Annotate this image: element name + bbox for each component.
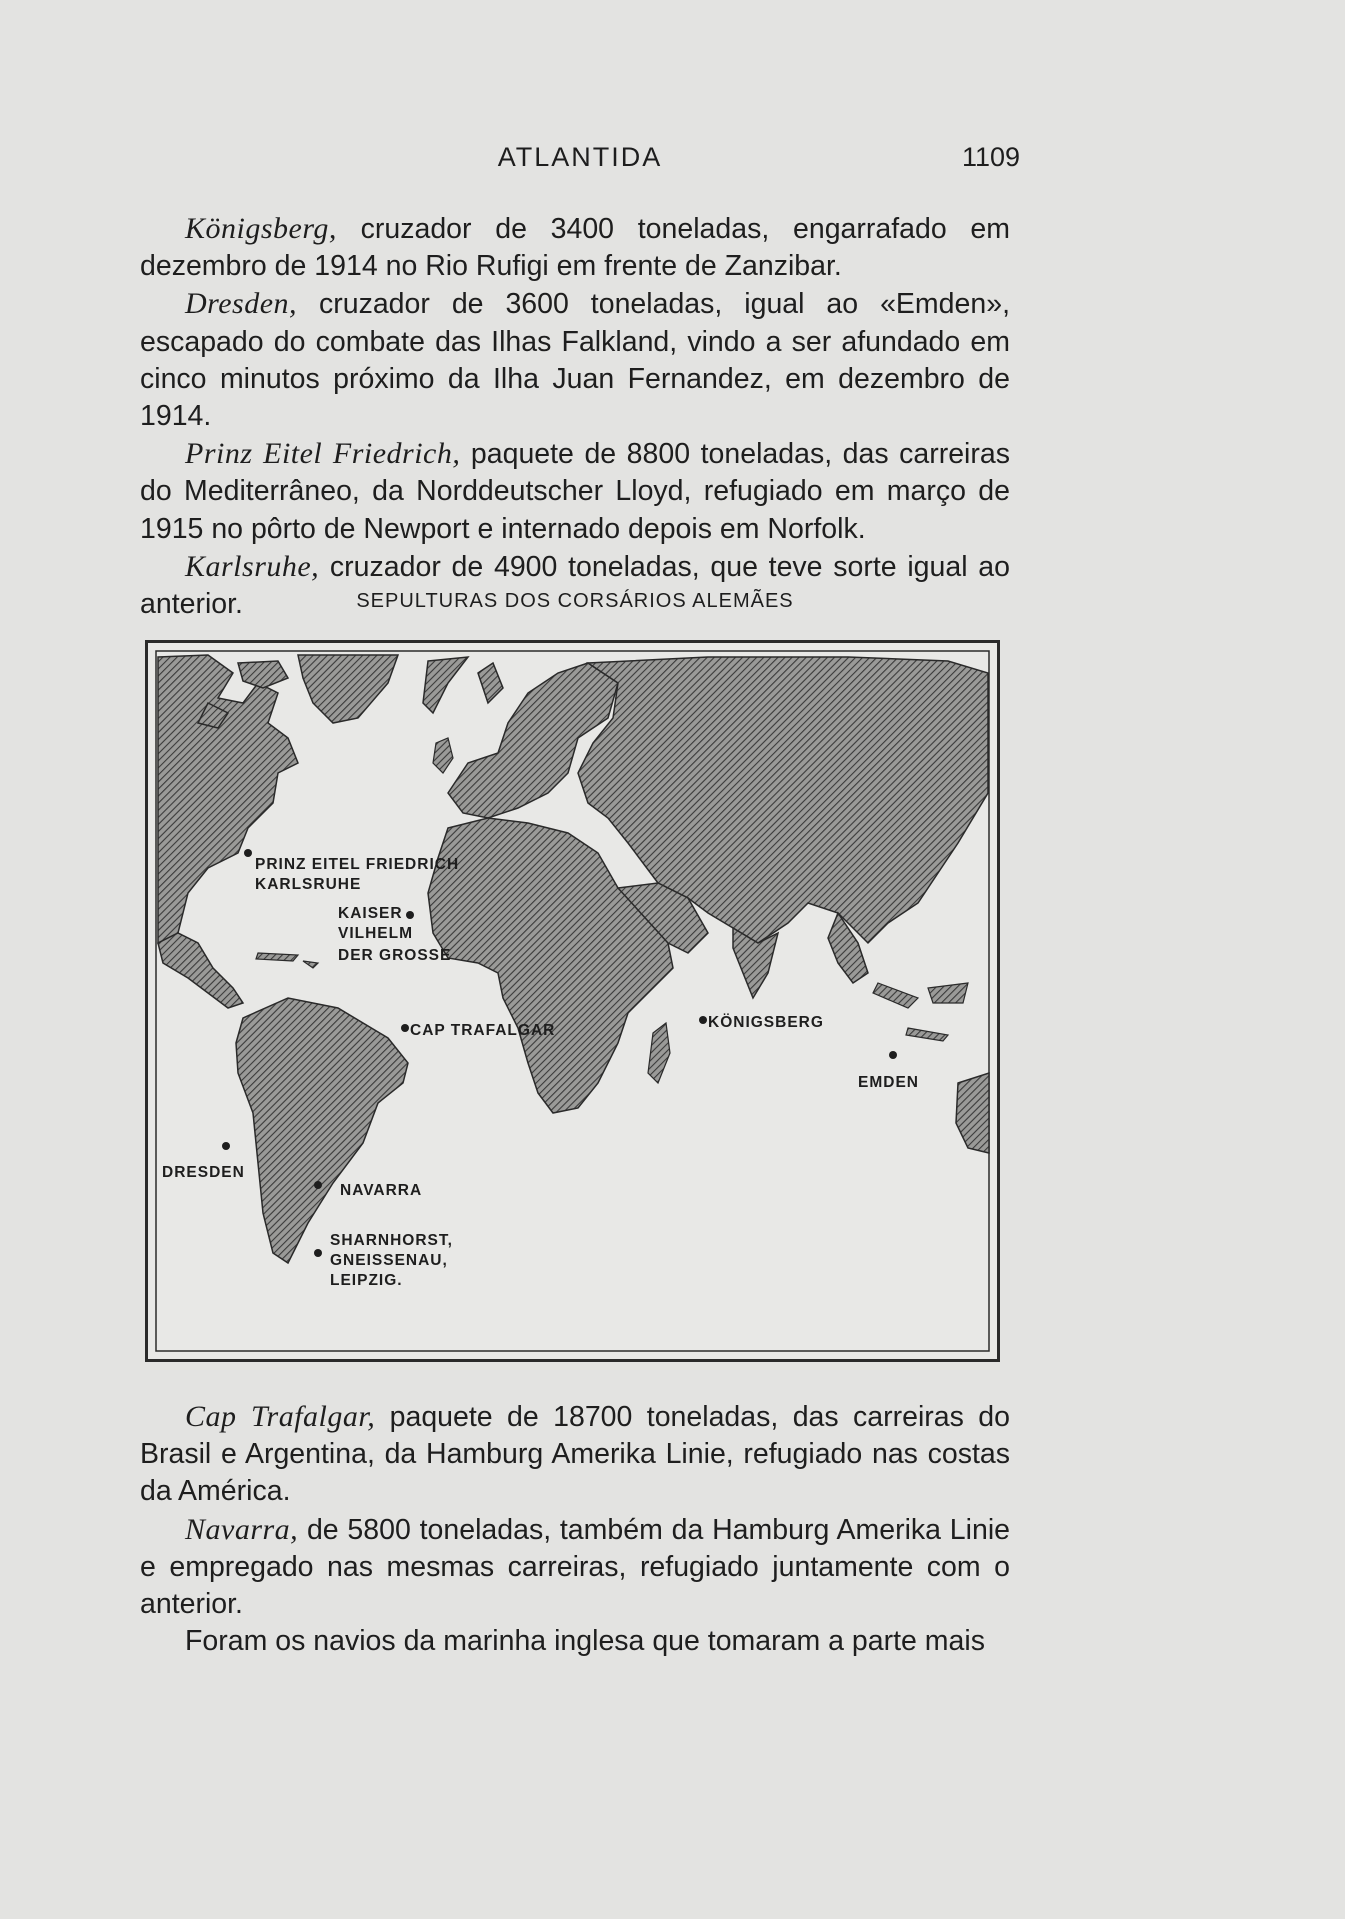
label-dresden: DRESDEN <box>162 1164 245 1181</box>
ship-name: Prinz Eitel Friedrich, <box>185 437 461 471</box>
south-america-landmass <box>236 998 408 1263</box>
paragraph-text: de 5800 toneladas, também da Hamburg Amerika Linie e empregado nas mesmas carreiras, refugiado juntamente com o anterior. <box>140 1513 1010 1621</box>
label-emden: EMDEN <box>858 1074 919 1091</box>
ship-name: Navarra, <box>185 1512 299 1546</box>
africa-landmass <box>428 818 673 1113</box>
page-number: 1109 <box>961 142 1020 172</box>
scandinavia-landmass <box>423 657 503 713</box>
paragraph-text: cruzador de 4900 toneladas, que teve sorte igual ao anterior. <box>140 550 1010 621</box>
ship-name: Cap Trafalgar, <box>185 1400 376 1433</box>
marker-kaiser-wilhelm <box>406 911 414 919</box>
caribbean-islands <box>256 953 318 968</box>
paragraph-marinha-inglesa <box>140 1623 1010 1660</box>
paragraph-text: cruzador de 3600 toneladas, igual ao «Emden», escapado do combate das Ilhas Falkland, vindo a ser afundado em cinco minutos próximo da Ilha Juan Fernandez, em dezembro de 1914. <box>140 288 1010 433</box>
east-indies-islands <box>873 983 968 1041</box>
ship-name: Dresden, <box>185 287 298 321</box>
ship-name: Karlsruhe, <box>185 549 320 583</box>
label-prinz-eitel-friedrich: PRINZ EITEL FRIEDRICH <box>255 856 460 873</box>
label-leipzig: LEIPZIG. <box>330 1272 403 1289</box>
label-karlsruhe: KARLSRUHE <box>255 876 362 893</box>
text-block-bottom <box>140 1398 1010 1660</box>
map-caption: SEPULTURAS DOS CORSÁRIOS ALEMÃES <box>356 590 794 612</box>
marker-dresden <box>222 1142 230 1150</box>
paragraph-dresden <box>140 285 1010 435</box>
marker-prinz-eitel <box>244 849 252 857</box>
paragraph-navarra <box>140 1511 1010 1624</box>
central-america-landmass <box>158 933 243 1008</box>
world-map-svg <box>148 643 997 1359</box>
label-gneissenau: GNEISSENAU, <box>330 1252 448 1269</box>
label-der-grosse: DER GROSSE <box>338 947 452 964</box>
marker-emden <box>889 1051 897 1059</box>
paragraph-cap-trafalgar <box>140 1398 1010 1511</box>
marker-navarra <box>314 1181 322 1189</box>
greenland-landmass <box>298 655 398 723</box>
paragraph-text: Foram os navios da marinha inglesa que tomaram a parte mais <box>185 1625 985 1658</box>
world-map-figure <box>145 640 1000 1362</box>
label-konigsberg: KÖNIGSBERG <box>708 1014 824 1031</box>
marker-konigsberg <box>699 1016 707 1024</box>
page-header <box>140 142 1020 182</box>
label-vilhelm: VILHELM <box>338 925 414 942</box>
text-block-top <box>140 210 1010 623</box>
label-cap-trafalgar: CAP TRAFALGAR <box>410 1022 556 1039</box>
marker-falklands <box>314 1249 322 1257</box>
label-sharnhorst: SHARNHORST, <box>330 1232 453 1249</box>
ship-name: Königsberg, <box>185 212 337 245</box>
madagascar-island <box>648 1023 670 1083</box>
paragraph-konigsberg <box>140 210 1010 285</box>
paragraph-text: paquete de 8800 toneladas, das carreiras do Mediterrâneo, da Norddeutscher Lloyd, refugiado em março de 1915 no pôrto de Newport e internado depois em Norfolk. <box>140 438 1010 545</box>
paragraph-prinz-eitel <box>140 435 1010 548</box>
label-kaiser: KAISER <box>338 905 403 922</box>
australia-fragment <box>956 1073 989 1153</box>
north-america-landmass <box>158 655 298 943</box>
british-isles <box>433 738 453 773</box>
running-title: ATLANTIDA <box>497 142 663 172</box>
paragraph-text: paquete de 18700 toneladas, das carreiras do Brasil e Argentina, da Hamburg Amerika Linie, refugiado nas costas da América. <box>140 1401 1010 1508</box>
marker-cap-trafalgar <box>401 1024 409 1032</box>
paragraph-text: cruzador de 3400 toneladas, engarrafado em dezembro de 1914 no Rio Rufigi em frente de Zanzibar. <box>140 213 1010 283</box>
label-navarra: NAVARRA <box>340 1182 423 1199</box>
